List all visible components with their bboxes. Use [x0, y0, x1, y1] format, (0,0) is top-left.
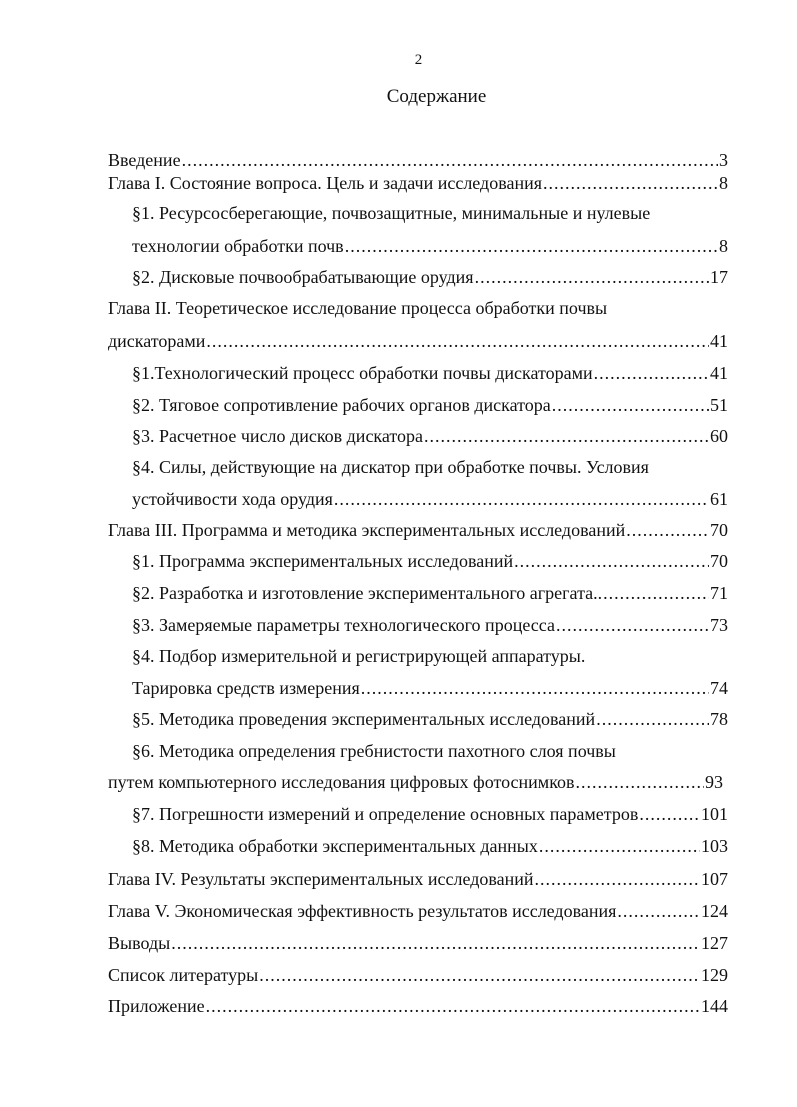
toc-entry-text: Глава V. Экономическая эффективность результатов исследования [108, 901, 617, 921]
toc-entry-text: §1. Программа экспериментальных исследований [132, 551, 514, 571]
dot-leader [535, 868, 700, 890]
toc-entry-text: Глава III. Программа и методика экспериментальных исследований [108, 520, 626, 540]
dot-leader [639, 803, 700, 825]
dot-leader [182, 149, 718, 171]
toc-entry-text: устойчивости хода орудия [132, 489, 333, 509]
toc-entry-ch3-sec8[interactable] [132, 835, 728, 857]
toc-entry-text-line1[interactable]: Глава II. Теоретическое исследование процесса обработки почвы [108, 298, 608, 318]
toc-entry-text: §7. Погрешности измерений и определение основных параметров [132, 804, 639, 824]
dot-leader [552, 394, 709, 416]
toc-entry-page: 71 [710, 583, 728, 603]
dot-leader [206, 330, 709, 352]
toc-entry-text: Приложение [108, 996, 205, 1016]
toc-entry-chapter-2[interactable] [108, 330, 728, 352]
toc-entry-page: 107 [701, 869, 728, 889]
toc-entry-text: Введение [108, 150, 181, 170]
dot-leader [617, 900, 700, 922]
toc-entry-text: Глава I. Состояние вопроса. Цель и задачи исследования [108, 173, 543, 193]
toc-entry-text: §2. Разработка и изготовление экспериментального агрегата.. [132, 583, 603, 603]
dot-leader [424, 425, 709, 447]
toc-entry-page: 70 [710, 520, 728, 540]
toc-entry-page: 93 [705, 772, 723, 792]
toc-entry-ch3-sec6[interactable] [108, 771, 723, 793]
toc-entry-text-line1[interactable]: §4. Силы, действующие на дискатор при обработке почвы. Условия [132, 457, 649, 477]
toc-entry-text-line1[interactable]: §1. Ресурсосберегающие, почвозащитные, минимальные и нулевые [132, 203, 651, 223]
toc-entry-text: технологии обработки почв [132, 236, 344, 256]
page-title: Содержание [386, 86, 487, 107]
toc-entry-text: Глава IV. Результаты экспериментальных исследований [108, 869, 534, 889]
dot-leader [334, 488, 709, 510]
toc-entry-introduction[interactable] [108, 149, 728, 171]
dot-leader [603, 582, 709, 604]
toc-entry-text: Список литературы [108, 965, 259, 985]
toc-entry-page: 70 [710, 551, 728, 571]
toc-entry-chapter-3[interactable] [108, 519, 728, 541]
toc-entry-conclusions[interactable] [108, 932, 728, 954]
toc-entry-page: 41 [710, 363, 728, 383]
toc-entry-page: 8 [719, 173, 728, 193]
dot-leader [556, 614, 709, 636]
toc-entry-page: 3 [719, 150, 728, 170]
toc-entry-chapter-1[interactable] [108, 172, 728, 194]
toc-entry-page: 61 [710, 489, 728, 509]
toc-entry-text: путем компьютерного исследования цифровых фотоснимков [108, 772, 575, 792]
toc-entry-text: §3. Расчетное число дисков дискатора [132, 426, 424, 446]
toc-entry-text: Тарировка средств измерения [132, 678, 360, 698]
toc-entry-page: 60 [710, 426, 728, 446]
toc-entry-ch3-sec4[interactable] [132, 677, 728, 699]
toc-entry-page: 74 [710, 678, 728, 698]
toc-entry-text: §8. Методика обработки экспериментальных данных [132, 836, 538, 856]
dot-leader [259, 964, 700, 986]
dot-leader [539, 835, 700, 857]
dot-leader [576, 771, 704, 793]
toc-entry-ch3-sec3[interactable] [132, 614, 728, 636]
toc-entry-text: дискаторами [108, 331, 206, 351]
toc-entry-page: 144 [701, 996, 728, 1016]
dot-leader [206, 995, 700, 1017]
dot-leader [596, 708, 709, 730]
toc-entry-page: 103 [701, 836, 728, 856]
toc-entry-page: 101 [701, 804, 728, 824]
toc-entry-page: 127 [701, 933, 728, 953]
toc-entry-page: 129 [701, 965, 728, 985]
toc-entry-ch1-sec2[interactable] [132, 266, 728, 288]
dot-leader [475, 266, 709, 288]
toc-entry-text: §2. Дисковые почвообрабатывающие орудия [132, 267, 474, 287]
toc-entry-ch3-sec1[interactable] [132, 550, 728, 572]
toc-entry-text-line1[interactable]: §4. Подбор измерительной и регистрирующей аппаратуры. [132, 646, 586, 666]
toc-entry-text: §5. Методика проведения экспериментальных исследований [132, 709, 596, 729]
toc-entry-ch2-sec1[interactable] [132, 362, 728, 384]
toc-entry-text: Выводы [108, 933, 171, 953]
toc-entry-page: 8 [719, 236, 728, 256]
toc-entry-chapter-5[interactable] [108, 900, 728, 922]
toc-entry-page: 51 [710, 395, 728, 415]
dot-leader [543, 172, 718, 194]
page-number: 2 [414, 52, 423, 68]
toc-entry-ch2-sec4[interactable] [132, 488, 728, 510]
dot-leader [594, 362, 709, 384]
toc-entry-page: 17 [710, 267, 728, 287]
toc-entry-page: 78 [710, 709, 728, 729]
toc-entry-ch1-sec1[interactable] [132, 235, 728, 257]
dot-leader [514, 550, 709, 572]
toc-entry-ch2-sec3[interactable] [132, 425, 728, 447]
dot-leader [361, 677, 709, 699]
toc-entry-text-line1[interactable]: §6. Методика определения гребнистости пахотного слоя почвы [132, 741, 616, 761]
toc-entry-text: §1.Технологический процесс обработки почвы дискаторами [132, 363, 593, 383]
toc-entry-page: 41 [710, 331, 728, 351]
dot-leader [626, 519, 709, 541]
toc-entry-references[interactable] [108, 964, 728, 986]
toc-entry-appendix[interactable] [108, 995, 728, 1017]
toc-entry-page: 73 [710, 615, 728, 635]
dot-leader [345, 235, 718, 257]
toc-entry-text: §2. Тяговое сопротивление рабочих органов дискатора [132, 395, 551, 415]
toc-entry-page: 124 [701, 901, 728, 921]
toc-entry-ch3-sec2[interactable] [132, 582, 728, 604]
toc-entry-ch2-sec2[interactable] [132, 394, 728, 416]
toc-entry-ch3-sec7[interactable] [132, 803, 728, 825]
toc-entry-text: §3. Замеряемые параметры технологического процесса [132, 615, 555, 635]
toc-entry-chapter-4[interactable] [108, 868, 728, 890]
toc-entry-ch3-sec5[interactable] [132, 708, 728, 730]
dot-leader [171, 932, 700, 954]
